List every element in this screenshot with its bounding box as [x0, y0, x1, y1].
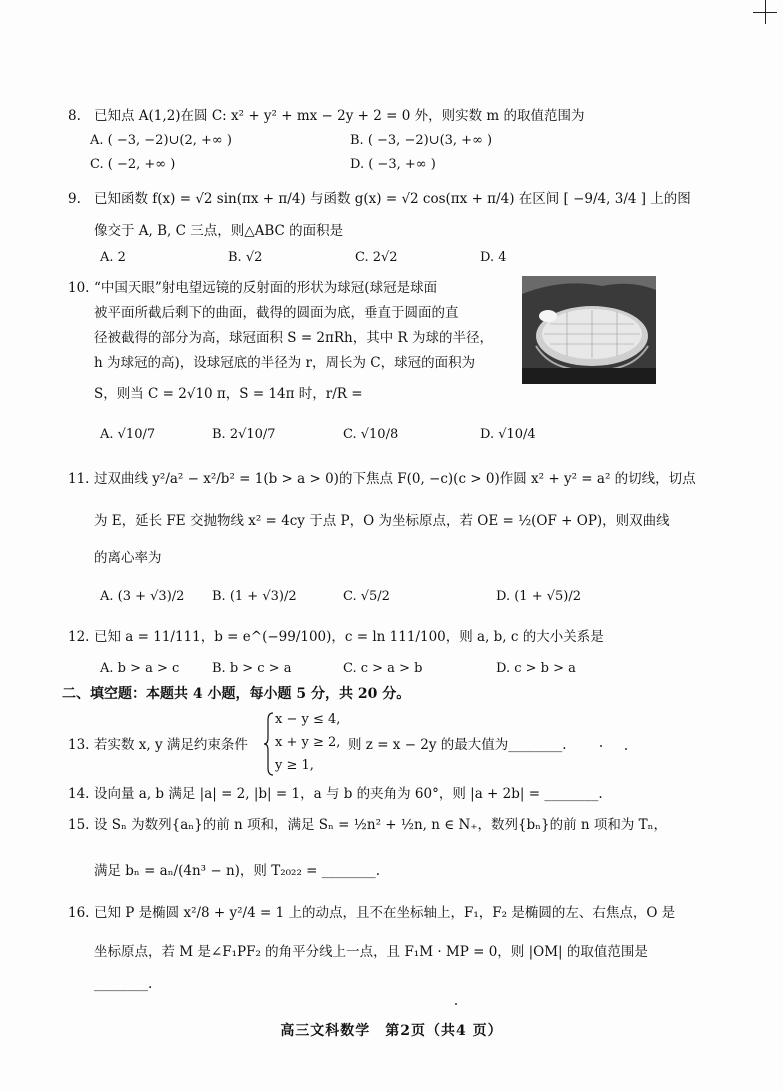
question-16-line-2: 坐标原点，若 M 是∠F₁PF₂ 的角平分线上一点，且 F₁M · MP = 0，则 |OM| 的取值范围是	[94, 944, 648, 960]
q12-option-a: A. b > a > c	[100, 661, 180, 676]
question-10: 10. “中国天眼”射电望远镜的反射面的形状为球冠(球冠是球面	[68, 280, 438, 296]
question-11-line-2: 为 E，延长 FE 交抛物线 x² = 4cy 于点 P，O 为坐标原点，若 OE = ½(OF + OP)，则双曲线	[94, 513, 670, 529]
question-11: 11. 过双曲线 y²/a² − x²/b² = 1(b > a > 0)的下焦点 F(0, −c)(c > 0)作圆 x² + y² = a² 的切线，切点	[68, 471, 696, 487]
scan-speck	[455, 1003, 457, 1005]
question-16: 16. 已知 P 是椭圆 x²/8 + y²/4 = 1 上的动点，且不在坐标轴上，F₁，F₂ 是椭圆的左、右焦点，O 是	[68, 905, 676, 921]
q10-option-a: A. √10/7	[100, 427, 156, 442]
q10-option-c: C. √10/8	[343, 427, 399, 442]
q12-option-b: B. b > c > a	[212, 661, 292, 676]
q10-option-d: D. √10/4	[480, 427, 536, 442]
q11-option-b: B. (1 + √3)/2	[212, 589, 297, 604]
registration-mark-icon	[753, 0, 777, 24]
constraint-1: x − y ≤ 4,	[275, 712, 341, 727]
constraint-3: y ≥ 1,	[275, 758, 314, 773]
q9-option-d: D. 4	[480, 250, 507, 265]
q9-option-c: C. 2√2	[355, 250, 398, 265]
q8-option-d: D. ( −3, +∞ )	[350, 157, 436, 172]
constraint-2: x + y ≥ 2,	[275, 735, 341, 750]
q8-option-a: A. ( −3, −2)∪(2, +∞ )	[90, 133, 232, 148]
fast-telescope-photo	[522, 276, 656, 384]
q9-option-a: A. 2	[100, 250, 126, 265]
question-10-line-4: h 为球冠的高)，设球冠底的半径为 r，周长为 C，球冠的面积为	[94, 355, 476, 371]
section-heading-fill-in: 二、填空题：本题共 4 小题，每小题 5 分，共 20 分。	[62, 686, 411, 702]
question-13-tail: 则 z = x − 2y 的最大值为________.	[348, 737, 567, 753]
question-10-line-5: S，则当 C = 2√10 π，S = 14π 时，r/R =	[94, 386, 363, 402]
question-8: 8. 已知点 A(1,2)在圆 C: x² + y² + mx − 2y + 2 = 0 外，则实数 m 的取值范围为	[68, 108, 585, 124]
question-16-line-3: ________.	[94, 976, 153, 992]
question-9-line-2: 像交于 A, B, C 三点，则△ABC 的面积是	[94, 223, 344, 239]
q8-option-b: B. ( −3, −2)∪(3, +∞ )	[350, 133, 493, 148]
question-15: 15. 设 Sₙ 为数列{aₙ}的前 n 项和，满足 Sₙ = ½n² + ½n, n ∈ N₊，数列{bₙ}的前 n 项和为 Tₙ，	[68, 817, 668, 833]
question-14: 14. 设向量 a, b 满足 |a| = 2, |b| = 1，a 与 b 的夹角为 60°，则 |a + 2b| = ________.	[68, 786, 603, 802]
q11-option-d: D. (1 + √5)/2	[496, 589, 582, 604]
question-13: 13. 若实数 x, y 满足约束条件	[68, 737, 248, 753]
q10-option-b: B. 2√10/7	[212, 427, 276, 442]
question-15-line-2: 满足 bₙ = aₙ/(4n³ − n)，则 T₂₀₂₂ = ________.	[94, 863, 381, 879]
scan-speck	[600, 745, 602, 747]
brace-icon	[264, 712, 274, 776]
q12-option-d: D. c > b > a	[496, 661, 576, 676]
q12-option-c: C. c > a > b	[343, 661, 423, 676]
q9-option-b: B. √2	[228, 250, 263, 265]
q11-option-c: C. √5/2	[343, 589, 390, 604]
question-11-line-3: 的离心率为	[94, 550, 162, 566]
page-footer: 高三文科数学 第2页（共4 页）	[280, 1023, 503, 1039]
question-10-line-2: 被平面所截后剩下的曲面，截得的圆面为底，垂直于圆面的直	[94, 305, 459, 321]
question-9: 9. 已知函数 f(x) = √2 sin(πx + π/4) 与函数 g(x) = √2 cos(πx + π/4) 在区间 [ −9/4, 3/4 ] 上的图	[68, 191, 691, 207]
question-12: 12. 已知 a = 11/111，b = e^(−99/100)，c = ln 111/100，则 a, b, c 的大小关系是	[68, 629, 604, 645]
scan-speck	[625, 748, 627, 750]
q8-option-c: C. ( −2, +∞ )	[90, 157, 176, 172]
q11-option-a: A. (3 + √3)/2	[100, 589, 185, 604]
telescope-image	[522, 276, 656, 384]
question-10-line-3: 径被截得的部分为高，球冠面积 S = 2πRh，其中 R 为球的半径，	[94, 330, 494, 346]
